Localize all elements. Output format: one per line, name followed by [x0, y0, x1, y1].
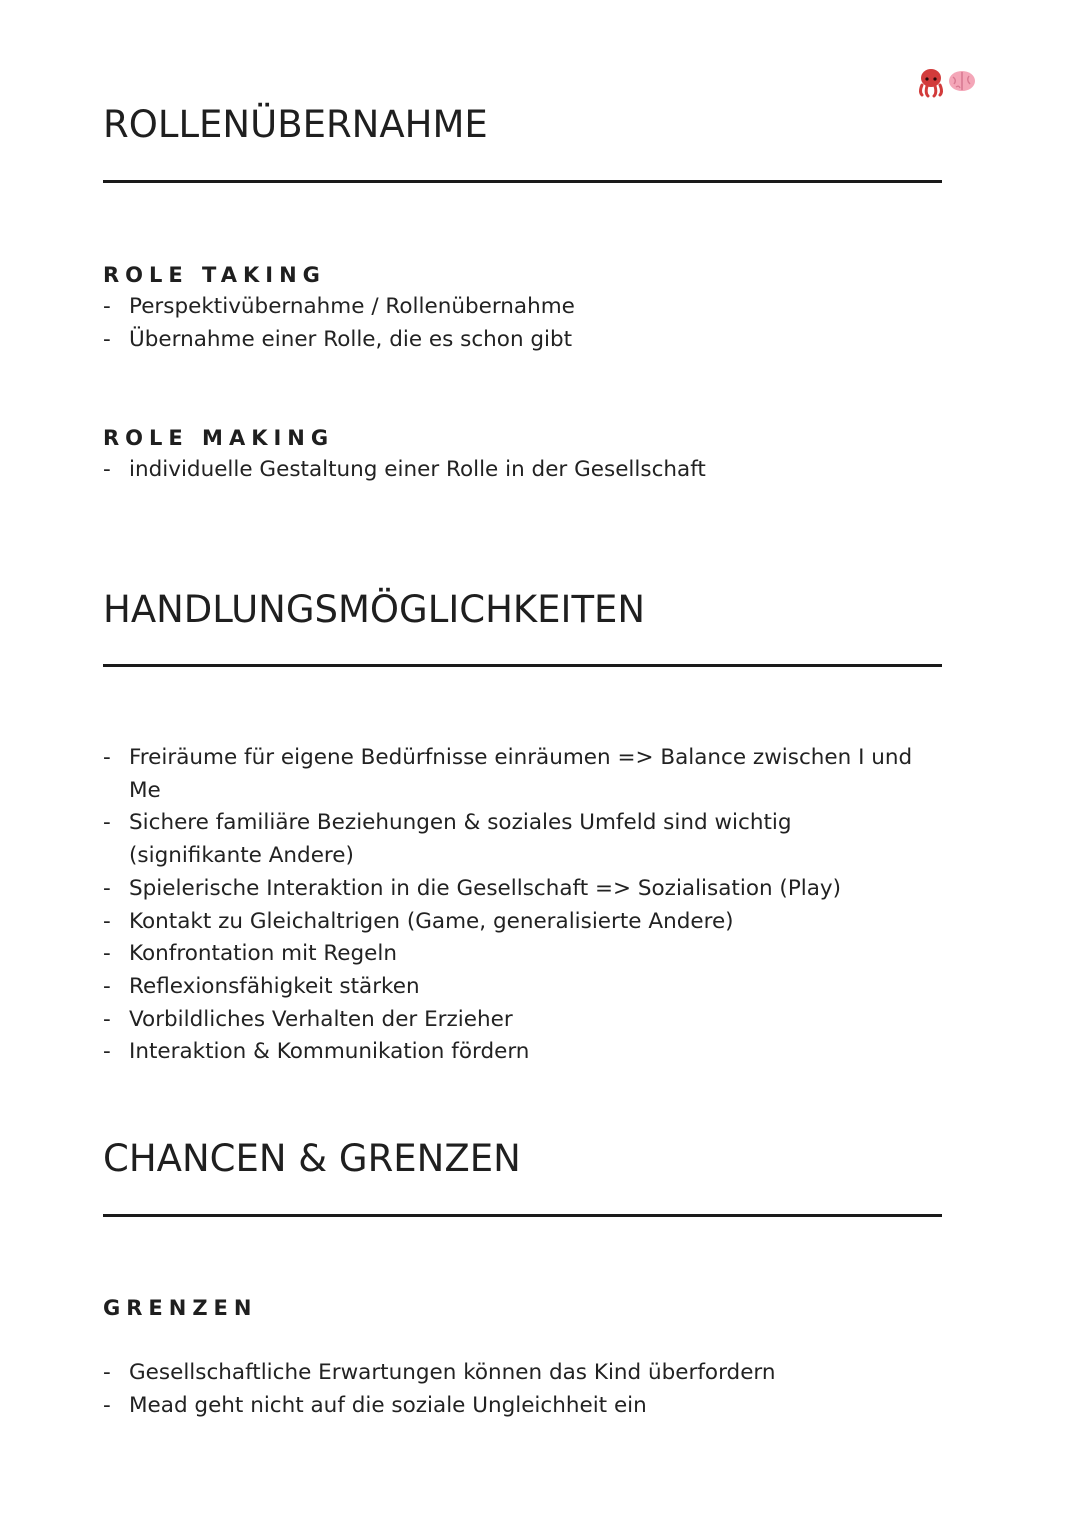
section-divider: [103, 664, 942, 667]
heading-grenzen: GRENZEN: [103, 1296, 258, 1320]
list-item: - Übernahme einer Rolle, die es schon gibt: [103, 324, 919, 357]
section-divider: [103, 1214, 942, 1217]
brain-icon: [947, 68, 977, 94]
list-item: - Reflexionsfähigkeit stärken: [103, 971, 919, 1004]
section-title-chancen-grenzen: CHANCEN & GRENZEN: [103, 1137, 521, 1180]
list-item: - Kontakt zu Gleichaltrigen (Game, generalisierte Andere): [103, 906, 919, 939]
list-item: - Konfrontation mit Regeln: [103, 938, 919, 971]
handlung-list: [103, 742, 919, 1069]
list-item: - Freiräume für eigene Bedürfnisse einräumen => Balance zwischen I und Me: [103, 742, 919, 807]
role-making-list: [103, 454, 919, 487]
heading-role-taking: ROLE TAKING: [103, 263, 326, 287]
list-item: - Mead geht nicht auf die soziale Ungleichheit ein: [103, 1390, 919, 1423]
grenzen-list: [103, 1357, 919, 1422]
octopus-icon: [917, 68, 945, 98]
role-taking-list: [103, 291, 919, 356]
list-item: - Perspektivübernahme / Rollenübernahme: [103, 291, 919, 324]
section-title-handlungsmoeglichkeiten: HANDLUNGSMÖGLICHKEITEN: [103, 588, 646, 631]
list-item: - Sichere familiäre Beziehungen & soziales Umfeld sind wichtig (signifikante Andere): [103, 807, 919, 872]
list-item: - individuelle Gestaltung einer Rolle in der Gesellschaft: [103, 454, 919, 487]
list-item: - Spielerische Interaktion in die Gesellschaft => Sozialisation (Play): [103, 873, 919, 906]
list-item: - Gesellschaftliche Erwartungen können das Kind überfordern: [103, 1357, 919, 1390]
section-title-rollenuebernahme: ROLLENÜBERNAHME: [103, 103, 488, 146]
heading-role-making: ROLE MAKING: [103, 426, 335, 450]
section-divider: [103, 180, 942, 183]
list-item: - Interaktion & Kommunikation fördern: [103, 1036, 919, 1069]
list-item: - Vorbildliches Verhalten der Erzieher: [103, 1004, 919, 1037]
emoji-group: [917, 68, 977, 98]
